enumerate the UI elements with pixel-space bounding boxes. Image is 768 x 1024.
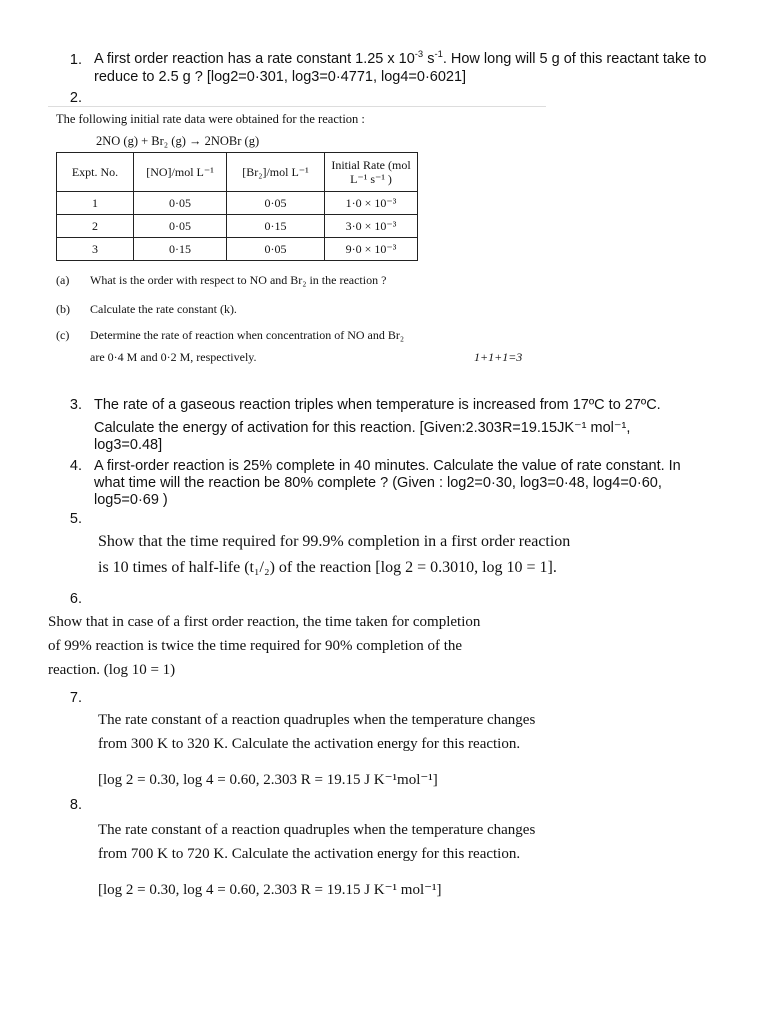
question-5-number: 5. <box>69 511 82 527</box>
divider <box>48 106 546 107</box>
question-3-text: The rate of a gaseous reaction triples when temperature is increased from 17ºC to 27ºC. Calculate the energy of activation for this reaction. [Given:2.303R=19.15JK⁻¹ mol⁻¹, log3=0.48] <box>94 397 661 453</box>
question-7-text: The rate constant of a reaction quadruples when the temperature changes from 300 K to 320 K. Calculate the activation energy for this reaction. [log 2 = 0.30, log 4 = 0.60, 2.303 R = 19.15 J K⁻¹mol⁻¹] <box>98 712 536 788</box>
question-7-number: 7. <box>69 690 82 706</box>
question-3-number: 3. <box>69 397 82 413</box>
question-2-intro: The following initial rate data were obtained for the reaction : <box>56 112 365 126</box>
header-br2: [Br₂]/mol L⁻¹ <box>227 153 325 192</box>
question-8-text: The rate constant of a reaction quadruples when the temperature changes from 700 K to 720 K. Calculate the activation energy for this reaction. [log 2 = 0.30, log 4 = 0.60, 2.303 R = 19.15 J K⁻¹ mol⁻¹] <box>98 822 536 898</box>
rate-data-table <box>56 152 418 261</box>
cell-br2: 0·05 <box>227 238 325 261</box>
question-8-number: 8. <box>69 797 82 813</box>
marks-label: 1+1+1=3 <box>474 350 523 364</box>
header-no: [NO]/mol L⁻¹ <box>134 153 227 192</box>
subquestion-a-label: (a) <box>56 273 70 287</box>
cell-br2: 0·05 <box>227 192 325 215</box>
question-6-number: 6. <box>69 591 82 607</box>
cell-no: 0·05 <box>134 192 227 215</box>
question-5-text: Show that the time required for 99.9% completion in a first order reaction is 10 times of half-life (t₁/₂) of the reaction [log 2 = 0.3010, log 10 = 1]. <box>98 533 571 576</box>
cell-no: 0·15 <box>134 238 227 261</box>
header-rate: Initial Rate (mol L⁻¹ s⁻¹ ) <box>325 153 418 192</box>
subquestion-c-text-1: Determine the rate of reaction when concentration of NO and Br₂ <box>90 328 405 342</box>
question-6-text: Show that in case of a first order reaction, the time taken for completion of 99% reaction is twice the time required for 90% completion of the reaction. (log 10 = 1) <box>48 614 481 678</box>
cell-expt: 1 <box>57 192 134 215</box>
subquestion-a-text: What is the order with respect to NO and Br₂ in the reaction ? <box>90 273 387 287</box>
table-row <box>57 192 418 215</box>
question-4-number: 4. <box>69 458 82 474</box>
cell-rate: 3·0 × 10⁻³ <box>325 215 418 238</box>
cell-expt: 3 <box>57 238 134 261</box>
cell-expt: 2 <box>57 215 134 238</box>
cell-br2: 0·15 <box>227 215 325 238</box>
header-expt: Expt. No. <box>57 153 134 192</box>
table-header-row <box>57 153 418 192</box>
question-1-number: 1. <box>69 52 82 68</box>
cell-rate: 9·0 × 10⁻³ <box>325 238 418 261</box>
question-1-text: A first order reaction has a rate constant 1.25 x $10^{-3}$ $s^{-1}$. How long will 5 g of this reactant take to reduce to 2.5 g ? [log2=0·301, log3=0·4771, log4=0·6021] <box>94 48 707 85</box>
cell-rate: 1·0 × 10⁻³ <box>325 192 418 215</box>
question-4-text: A first-order reaction is 25% complete in 40 minutes. Calculate the value of rate constant. In what time will the reaction be 80% complete ? (Given : log2=0·30, log3=0·48, log4=0·60, log5=0·69 ) <box>94 458 681 508</box>
subquestion-c-label: (c) <box>56 328 70 342</box>
subquestion-b-text: Calculate the rate constant (k). <box>90 302 237 316</box>
table-row <box>57 215 418 238</box>
question-2-number: 2. <box>69 90 82 106</box>
subquestion-c-text-2: are 0·4 M and 0·2 M, respectively. <box>90 350 257 364</box>
subquestion-b-label: (b) <box>56 302 70 316</box>
table-row <box>57 238 418 261</box>
cell-no: 0·05 <box>134 215 227 238</box>
reaction-equation: 2NO (g) + Br₂ (g) → 2NOBr (g) <box>96 134 260 148</box>
